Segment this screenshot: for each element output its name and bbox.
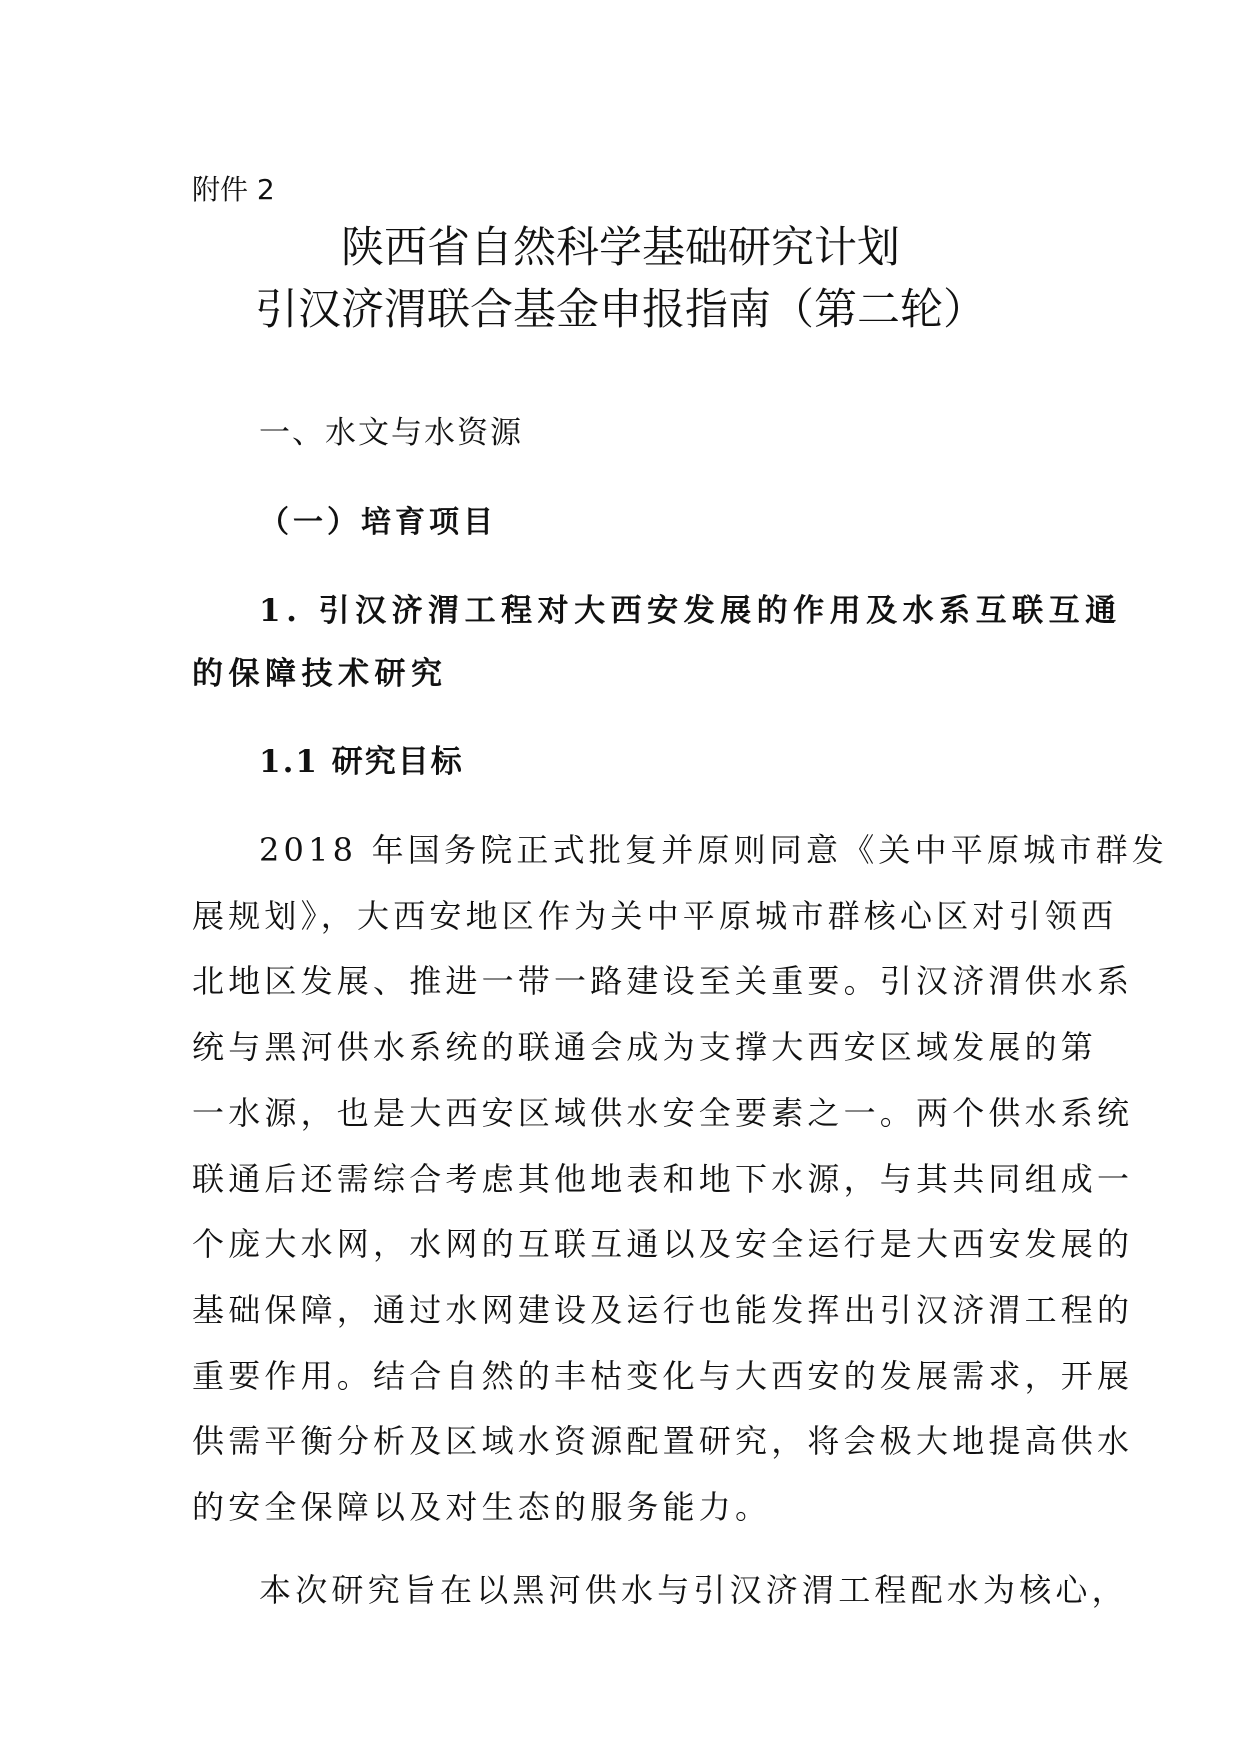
paragraph-line: 重要作用。结合自然的丰枯变化与大西安的发展需求，开展 — [192, 1356, 1134, 1395]
attachment-label: 附件 2 — [192, 173, 275, 206]
document-title-line2: 引汉济渭联合基金申报指南（第二轮） — [255, 285, 986, 335]
paragraph-line: 本次研究旨在以黑河供水与引汉济渭工程配水为核心， — [259, 1571, 1128, 1609]
topic-heading-line2: 的保障技术研究 — [192, 656, 448, 692]
paragraph-line: 个庞大水网，水网的互联互通以及安全运行是大西安发展的 — [192, 1225, 1134, 1264]
topic-heading-line1: 1. 引汉济渭工程对大西安发展的作用及水系互联互通 — [259, 593, 1122, 629]
paragraph-line: 2018 年国务院正式批复并原则同意《关中平原城市群发 — [259, 831, 1169, 869]
paragraph-line: 一水源，也是大西安区域供水安全要素之一。两个供水系统 — [192, 1093, 1134, 1132]
paragraph-line: 的安全保障以及对生态的服务能力。 — [192, 1488, 772, 1526]
document-title-line1: 陕西省自然科学基础研究计划 — [341, 223, 900, 273]
section-heading: 一、水文与水资源 — [259, 415, 523, 451]
paragraph-line: 展规划》，大西安地区作为关中平原城市群核心区对引领西 — [192, 896, 1118, 935]
paragraph-line: 统与黑河供水系统的联通会成为支撑大西安区域发展的第 — [192, 1028, 1098, 1067]
subsection-heading: （一）培育项目 — [259, 505, 497, 540]
paragraph-line: 供需平衡分析及区域水资源配置研究，将会极大地提高供水 — [192, 1422, 1134, 1461]
paragraph-line: 基础保障，通过水网建设及运行也能发挥出引汉济渭工程的 — [192, 1290, 1134, 1329]
paragraph-line: 联通后还需综合考虑其他地表和地下水源，与其共同组成一 — [192, 1159, 1134, 1198]
subtopic-heading: 1.1 研究目标 — [259, 744, 464, 780]
paragraph-line: 北地区发展、推进一带一路建设至关重要。引汉济渭供水系 — [192, 962, 1134, 1001]
